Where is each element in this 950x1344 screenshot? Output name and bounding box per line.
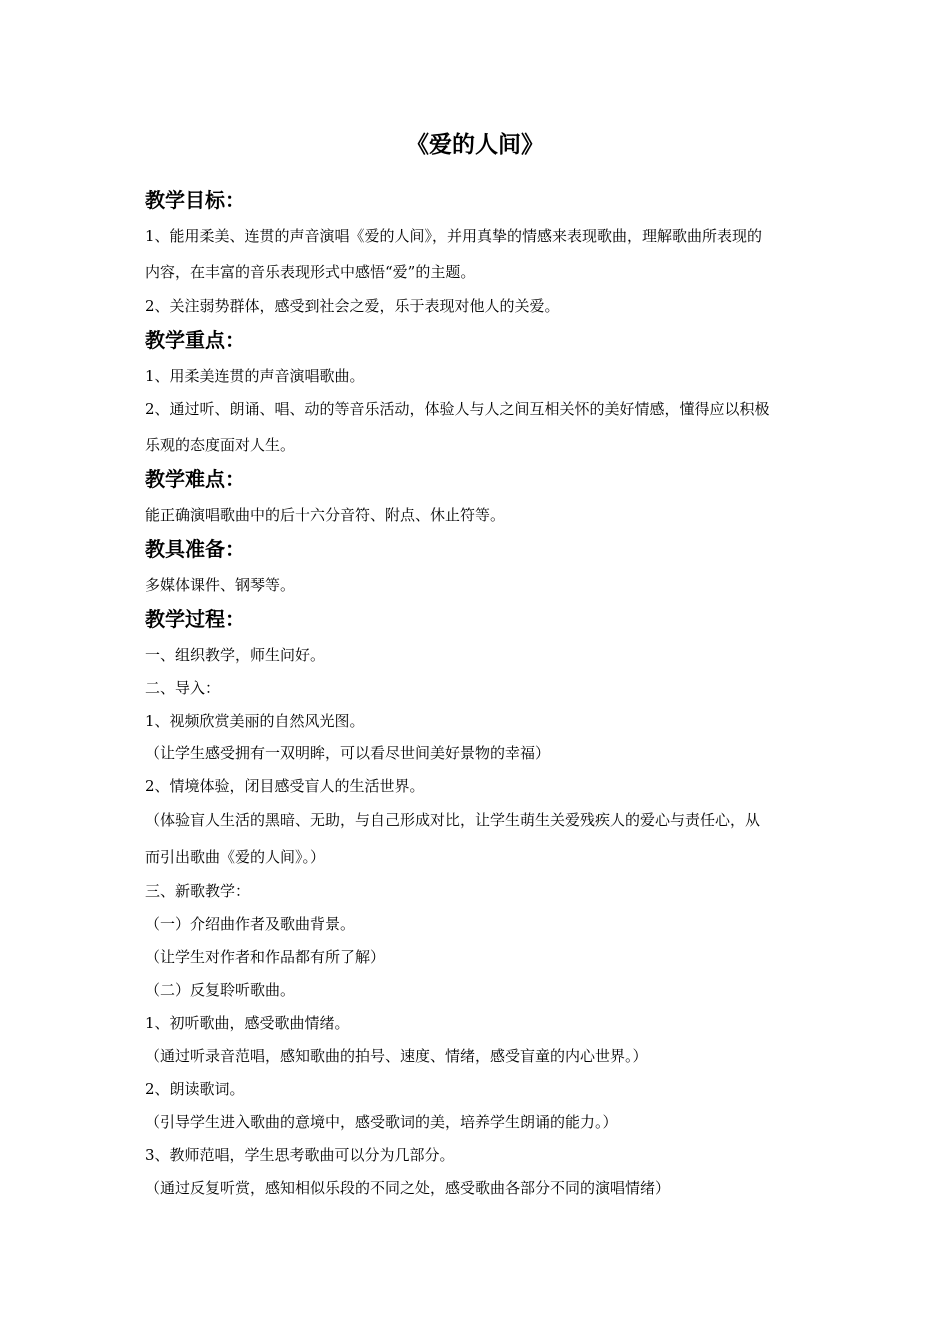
document-title: 《爱的人间》: [406, 132, 544, 158]
goals-line: 1、能用柔美、连贯的声音演唱《爱的人间》，并用真挚的情感来表现歌曲，理解歌曲所表现的: [145, 227, 763, 245]
process-line: （一）介绍曲作者及歌曲背景。: [145, 915, 356, 933]
key-points-line: 1、用柔美连贯的声音演唱歌曲。: [145, 367, 365, 385]
process-line: 二、导入：: [145, 679, 221, 697]
key-points-line: 2、通过听、朗诵、唱、动的等音乐活动，体验人与人之间互相关怀的美好情感，懂得应以积极: [145, 400, 770, 418]
process-line: （通过反复听赏，感知相似乐段的不同之处，感受歌曲各部分不同的演唱情绪）: [145, 1179, 671, 1197]
process-line: 1、初听歌曲，感受歌曲情绪。: [145, 1014, 350, 1032]
section-heading-key-points: 教学重点：: [145, 328, 245, 352]
section-heading-materials: 教具准备：: [145, 537, 245, 561]
process-line: （让学生感受拥有一双明眸，可以看尽世间美好景物的幸福）: [145, 744, 551, 762]
difficulties-line: 能正确演唱歌曲中的后十六分音符、附点、休止符等。: [145, 506, 506, 524]
process-line: （体验盲人生活的黑暗、无助，与自己形成对比，让学生萌生关爱残疾人的爱心与责任心，从: [145, 811, 761, 829]
section-heading-difficulties: 教学难点：: [145, 467, 245, 491]
process-line: 1、视频欣赏美丽的自然风光图。: [145, 712, 365, 730]
process-line: 一、组织教学，师生问好。: [145, 646, 326, 664]
process-line: 3、教师范唱，学生思考歌曲可以分为几部分。: [145, 1146, 455, 1164]
process-line: 而引出歌曲《爱的人间》。）: [145, 848, 326, 866]
section-heading-goals: 教学目标：: [145, 188, 245, 212]
materials-line: 多媒体课件、钢琴等。: [145, 576, 296, 594]
process-line: （通过听录音范唱，感知歌曲的拍号、速度、情绪，感受盲童的内心世界。）: [145, 1047, 648, 1065]
section-heading-process: 教学过程：: [145, 607, 245, 631]
key-points-line: 乐观的态度面对人生。: [145, 436, 296, 454]
process-line: 2、情境体验，闭目感受盲人的生活世界。: [145, 777, 425, 795]
goals-line: 2、关注弱势群体，感受到社会之爱，乐于表现对他人的关爱。: [145, 297, 560, 315]
goals-line: 内容，在丰富的音乐表现形式中感悟“爱”的主题。: [145, 263, 476, 281]
process-line: （让学生对作者和作品都有所了解）: [145, 948, 386, 966]
process-line: 2、朗读歌词。: [145, 1080, 245, 1098]
process-line: （引导学生进入歌曲的意境中，感受歌词的美，培养学生朗诵的能力。）: [145, 1113, 618, 1131]
process-line: 三、新歌教学：: [145, 882, 251, 900]
process-line: （二）反复聆听歌曲。: [145, 981, 296, 999]
